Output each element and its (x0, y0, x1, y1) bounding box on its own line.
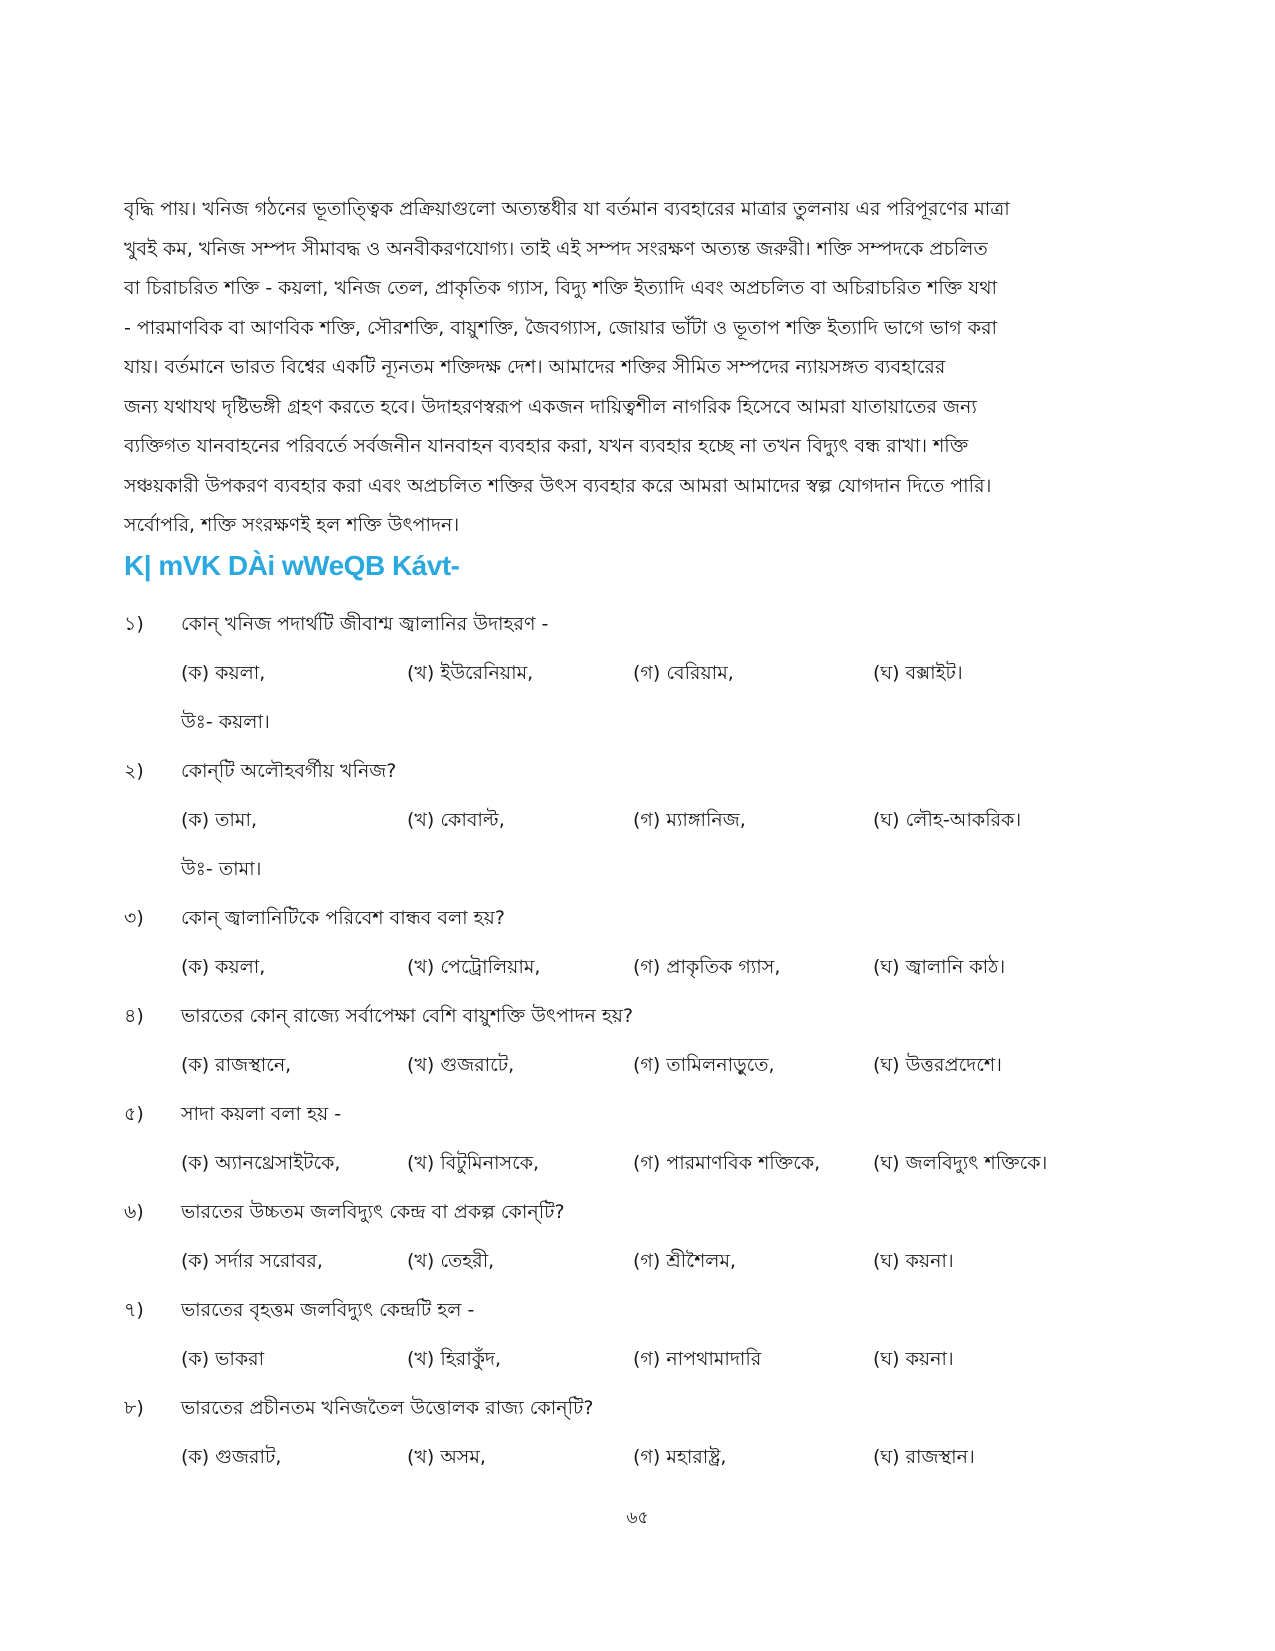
question-row (124, 1188, 1156, 1237)
options-row (124, 1335, 1156, 1384)
option-kha: (খ) পেট্রোলিয়াম, (407, 956, 541, 978)
question-number: ৮) (124, 1397, 144, 1419)
option-ka: (ক) কয়লা, (181, 956, 266, 978)
option-ga: (গ) শ্রীশৈলম, (633, 1250, 737, 1272)
option-ka: (ক) অ্যানথ্রেসাইটকে, (181, 1152, 341, 1174)
option-ga: (গ) বেরিয়াম, (633, 662, 734, 684)
options-row (124, 1433, 1156, 1482)
option-ka: (ক) কয়লা, (181, 662, 266, 684)
option-gha: (ঘ) জলবিদ্যুৎ শক্তিকে। (873, 1152, 1048, 1174)
option-gha: (ঘ) কয়না। (873, 1348, 954, 1370)
question-row (124, 1384, 1156, 1433)
question-row (124, 992, 1156, 1041)
body-paragraph (124, 190, 1156, 546)
question-text: ভারতের উচ্চতম জলবিদ্যুৎ কেন্দ্র বা প্রকল্প কোন্‌টি? (181, 1201, 565, 1223)
option-kha: (খ) হিরাকুঁদ, (407, 1348, 502, 1370)
question-number: ১) (124, 613, 144, 635)
option-gha: (ঘ) রাজস্থান। (873, 1446, 975, 1468)
paragraph-line: সর্বোপরি, শক্তি সংরক্ষণই হল শক্তি উৎপাদন। (124, 514, 460, 536)
question-text: ভারতের বৃহত্তম জলবিদ্যুৎ কেন্দ্রটি হল - (181, 1299, 475, 1321)
question-number: ৪) (124, 1005, 144, 1027)
option-gha: (ঘ) উত্তরপ্রদেশে। (873, 1054, 1002, 1076)
question-text: ভারতের প্রচীনতম খনিজতৈল উত্তোলক রাজ্য কোন্‌টি? (181, 1397, 594, 1419)
option-ga: (গ) ম্যাঙ্গানিজ, (633, 809, 746, 831)
option-kha: (খ) বিটুমিনাসকে, (407, 1152, 540, 1174)
option-ga: (গ) তামিলনাড়ুতে, (633, 1054, 775, 1076)
options-row (124, 649, 1156, 698)
option-ga: (গ) মহারাষ্ট্র, (633, 1446, 727, 1468)
question-row (124, 747, 1156, 796)
paragraph-line: সঞ্চয়কারী উপকরণ ব্যবহার করা এবং অপ্রচলিত শক্তির উৎস ব্যবহার করে আমরা আমাদের স্বল্প যোগদান দিতে পারি। (124, 474, 992, 497)
option-gha: (ঘ) কয়না। (873, 1250, 954, 1272)
option-kha: (খ) কোবাল্ট, (407, 809, 505, 831)
option-gha: (ঘ) লৌহ-আকরিক। (873, 809, 1022, 831)
paragraph-line: বৃদ্ধি পায়। খনিজ গঠনের ভূতাত্ত্বিক প্রক্রিয়াগুলো অত্যন্তধীর যা বর্তমান ব্যবহারের মাত্রার তুলনায় এর পরিপূরণের মাত্রা (124, 198, 1010, 220)
question-text: কোন্ খনিজ পদার্থটি জীবাশ্ম জ্বালানির উদাহরণ - (181, 613, 549, 635)
question-row (124, 1286, 1156, 1335)
question-text: সাদা কয়লা বলা হয় - (181, 1103, 342, 1125)
option-gha: (ঘ) বক্সাইট। (873, 662, 963, 684)
option-ka: (ক) সর্দার সরোবর, (181, 1250, 323, 1272)
question-list (124, 600, 1156, 1482)
option-ka: (ক) রাজস্থানে, (181, 1054, 292, 1076)
question-row (124, 600, 1156, 649)
option-kha: (খ) তেহরী, (407, 1250, 495, 1272)
option-ka: (ক) তামা, (181, 809, 258, 831)
option-ga: (গ) প্রাকৃতিক গ্যাস, (633, 956, 781, 978)
answer-line: উঃ- তামা। (181, 858, 262, 880)
options-row (124, 796, 1156, 845)
question-number: ২) (124, 760, 144, 782)
question-row (124, 1090, 1156, 1139)
option-kha: (খ) অসম, (407, 1446, 486, 1468)
question-number: ৬) (124, 1201, 144, 1223)
section-heading: K| mVK DÀi wWeQB Kávt- (124, 550, 460, 581)
paragraph-line: যায়। বর্তমানে ভারত বিশ্বের একটি ন্যূনতম শক্তিদক্ষ দেশ। আমাদের শক্তির সীমিত সম্পদের ন্যায়সঙ্গত ব্যবহারের (124, 356, 946, 378)
option-ka: (ক) ভাকরা (181, 1348, 265, 1370)
option-ga: (গ) নাপথামাদারি (633, 1348, 762, 1370)
option-kha: (খ) ইউরেনিয়াম, (407, 662, 534, 684)
option-kha: (খ) গুজরাটে, (407, 1054, 515, 1076)
question-text: কোন্ জ্বালানিটিকে পরিবেশ বান্ধব বলা হয়? (181, 907, 505, 929)
question-number: ৩) (124, 907, 144, 929)
paragraph-line: জন্য যথাযথ দৃষ্টিভঙ্গী গ্রহণ করতে হবে। উদাহরণস্বরূপ একজন দায়িত্বশীল নাগরিক হিসেবে আমরা যাতায়াতের জন্য (124, 395, 977, 418)
options-row (124, 1237, 1156, 1286)
options-row (124, 943, 1156, 992)
question-number: ৫) (124, 1103, 144, 1125)
page-number: ৬৫ (626, 1508, 649, 1528)
option-gha: (ঘ) জ্বালানি কাঠ। (873, 956, 1006, 978)
option-ga: (গ) পারমাণবিক শক্তিকে, (633, 1152, 821, 1174)
paragraph-line: বা চিরাচরিত শক্তি - কয়লা, খনিজ তেল, প্রাকৃতিক গ্যাস, বিদ্যু শক্তি ইত্যাদি এবং অপ্রচলিত বা অচিরাচরিত শক্তি যথা (124, 277, 998, 299)
paragraph-line: - পারমাণবিক বা আণবিক শক্তি, সৌরশক্তি, বায়ুশক্তি, জৈবগ্যাস, জোয়ার ভাঁটা ও ভূতাপ শক্তি ইত্যাদি ভাগে ভাগ করা (124, 316, 998, 339)
question-row (124, 894, 1156, 943)
question-text: ভারতের কোন্ রাজ্যে সর্বাপেক্ষা বেশি বায়ুশক্তি উৎপাদন হয়? (181, 1005, 634, 1027)
answer-line: উঃ- কয়লা। (181, 711, 270, 733)
options-row (124, 1139, 1156, 1188)
paragraph-line: ব্যক্তিগত যানবাহনের পরিবর্তে সর্বজনীন যানবাহন ব্যবহার করা, যখন ব্যবহার হচ্ছে না তখন বিদ্যুৎ বন্ধ রাখা। শক্তি (124, 435, 969, 457)
question-number: ৭) (124, 1299, 144, 1321)
paragraph-line: খুবই কম, খনিজ সম্পদ সীমাবদ্ধ ও অনবীকরণযোগ্য। তাই এই সম্পদ সংরক্ষণ অত্যন্ত জরুরী। শক্তি সম্পদকে প্রচলিত (124, 237, 988, 260)
question-text: কোন্‌টি অলৌহবর্গীয় খনিজ? (181, 760, 397, 782)
options-row (124, 1041, 1156, 1090)
option-ka: (ক) গুজরাট, (181, 1446, 282, 1468)
